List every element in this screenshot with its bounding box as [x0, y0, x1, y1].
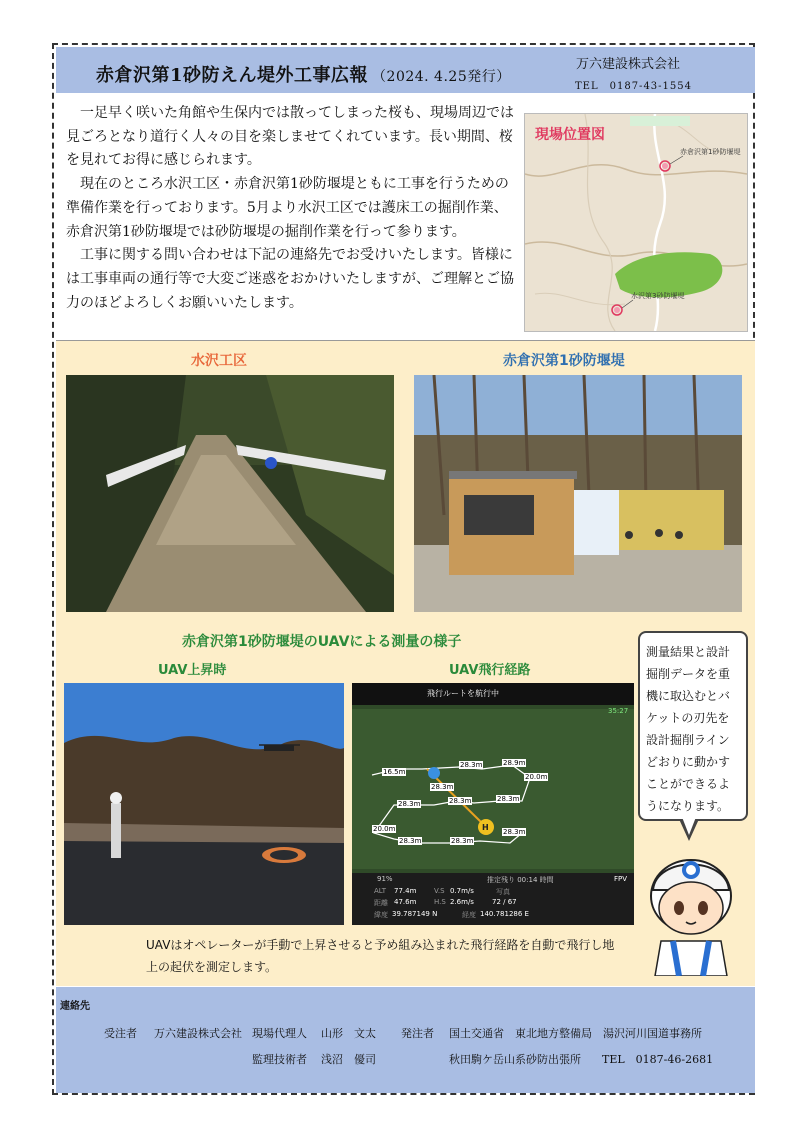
route-distance-label: 28.3m — [431, 783, 454, 791]
newsletter-page — [52, 43, 755, 1095]
route-distance-label: 28.3m — [503, 828, 526, 836]
contact-section — [56, 987, 755, 1093]
agent-label: 現場代理人 — [252, 1027, 307, 1040]
uav-section-title: 赤倉沢第1砂防堰堤のUAVによる測量の様子 — [182, 634, 462, 650]
route-distance-label: 20.0m — [525, 773, 548, 781]
photo-count: 72 / 67 — [492, 898, 517, 906]
orderer-name: 万六建設株式会社 — [154, 1027, 242, 1040]
route-distance-label: 28.3m — [451, 837, 474, 845]
telemetry-label: ALT — [374, 887, 387, 895]
telemetry-label: H.S — [434, 898, 446, 906]
uav-caption: UAVはオペレーターが手動で上昇させると予め組み込まれた飛行経路を自動で飛行し地上の起伏を測定します。 — [146, 938, 615, 974]
map-marker-label: 赤倉沢第1砂防堰堤 — [680, 148, 741, 156]
route-distance-label: 28.3m — [398, 800, 421, 808]
issue-date: （2024. 4.25発行） — [372, 69, 511, 85]
road-scene-image — [66, 375, 394, 612]
telemetry-label: 経度 — [462, 911, 476, 919]
time-estimate: 推定残り 00:14 時間 — [487, 876, 554, 884]
akakurasawa-site-photo — [414, 375, 742, 612]
mizusawa-road-photo — [66, 375, 394, 612]
battery-level: 91% — [377, 875, 393, 883]
section-title-mizusawa: 水沢工区 — [191, 353, 247, 369]
longitude-value: 140.781286 E — [480, 910, 529, 918]
route-distance-label: 16.5m — [383, 768, 406, 776]
uav-rise-image — [64, 683, 344, 925]
fpv-button[interactable]: FPV — [614, 875, 628, 883]
home-point-icon: H — [482, 823, 489, 832]
header-banner — [56, 47, 755, 93]
altitude-value: 77.4m — [394, 887, 417, 895]
speech-bubble-tail-inner — [682, 817, 696, 835]
vertical-speed-value: 0.7m/s — [450, 887, 474, 895]
horizontal-speed-value: 2.6m/s — [450, 898, 474, 906]
uav-rise-title: UAV上昇時 — [158, 663, 227, 678]
contact-label: 連絡先 — [60, 1001, 90, 1012]
photo-gallery — [56, 340, 755, 986]
route-distance-label: 28.3m — [460, 761, 483, 769]
distance-value: 47.6m — [394, 898, 417, 906]
office-tel: TEL 0187-46-2681 — [602, 1053, 714, 1066]
mascot-character-icon — [641, 846, 741, 976]
intro-text — [66, 102, 516, 315]
speech-bubble: 測量結果と設計掘削データを重機に取込むとバケットの刃先を設計掘削ラインどおりに動かすことができるようになります。 — [638, 631, 748, 821]
route-distance-label: 20.0m — [373, 825, 396, 833]
company-tel: TEL 0187-43-1554 — [575, 81, 692, 92]
site-office-image — [414, 375, 742, 612]
company-name: 万六建設株式会社 — [576, 57, 681, 72]
site-location-map — [524, 113, 748, 332]
engineer-name: 浅沼 優司 — [321, 1053, 376, 1066]
section-title-akakurasawa: 赤倉沢第1砂防堰堤 — [503, 353, 625, 369]
route-distance-label: 28.9m — [503, 759, 526, 767]
page-title: 赤倉沢第1砂防えん堤外工事広報 （2024. 4.25発行） — [96, 65, 511, 86]
route-distance-label: 28.3m — [399, 837, 422, 845]
intro-paragraph: 現在のところ水沢工区・赤倉沢第1砂防堰堤ともに工事を行うための準備作業を行っております。5月より水沢工区では護床工の掘削作業、赤倉沢第1砂防堰堤では砂防堰堤の掘削作業を行って参ります。 — [66, 176, 509, 240]
telemetry-label: 距離 — [374, 899, 388, 907]
flight-status: 飛行ルートを航行中 — [427, 689, 499, 698]
office-name: 秋田駒ケ岳山系砂防出張所 — [449, 1053, 581, 1066]
uav-route-screen[interactable] — [352, 683, 634, 925]
client-label: 発注者 — [401, 1027, 434, 1040]
orderer-label: 受注者 — [104, 1027, 137, 1040]
client-name: 国土交通省 東北地方整備局 湯沢河川国道事務所 — [449, 1027, 702, 1040]
agent-name: 山形 文太 — [321, 1027, 376, 1040]
route-distance-label: 28.3m — [449, 797, 472, 805]
intro-paragraph: 一足早く咲いた角館や生保内では散ってしまった桜も、現場周辺では見ごろとなり道行く人々の目を楽しませてくれています。長い期間、桜を見れてお得に感じられます。 — [66, 105, 514, 169]
telemetry-label: V.S — [434, 887, 445, 895]
flight-timer: 35:27 — [608, 707, 629, 715]
intro-paragraph: 工事に関する問い合わせは下記の連絡先でお受けいたします。皆様には工事車両の通行等で大変ご迷惑をおかけいたしますが、ご理解とご協力のほどよろしくお願いいたします。 — [66, 247, 514, 311]
route-distance-label: 28.3m — [497, 795, 520, 803]
map-title: 現場位置図 — [535, 127, 605, 143]
uav-rise-photo — [64, 683, 344, 925]
latitude-value: 39.787149 N — [392, 910, 438, 918]
engineer-label: 監理技術者 — [252, 1053, 307, 1066]
telemetry-label: 緯度 — [374, 911, 388, 919]
map-marker-label: 水沢第3砂防堰堤 — [631, 292, 685, 300]
uav-route-title: UAV飛行経路 — [449, 663, 531, 678]
telemetry-label: 写真 — [496, 888, 510, 896]
